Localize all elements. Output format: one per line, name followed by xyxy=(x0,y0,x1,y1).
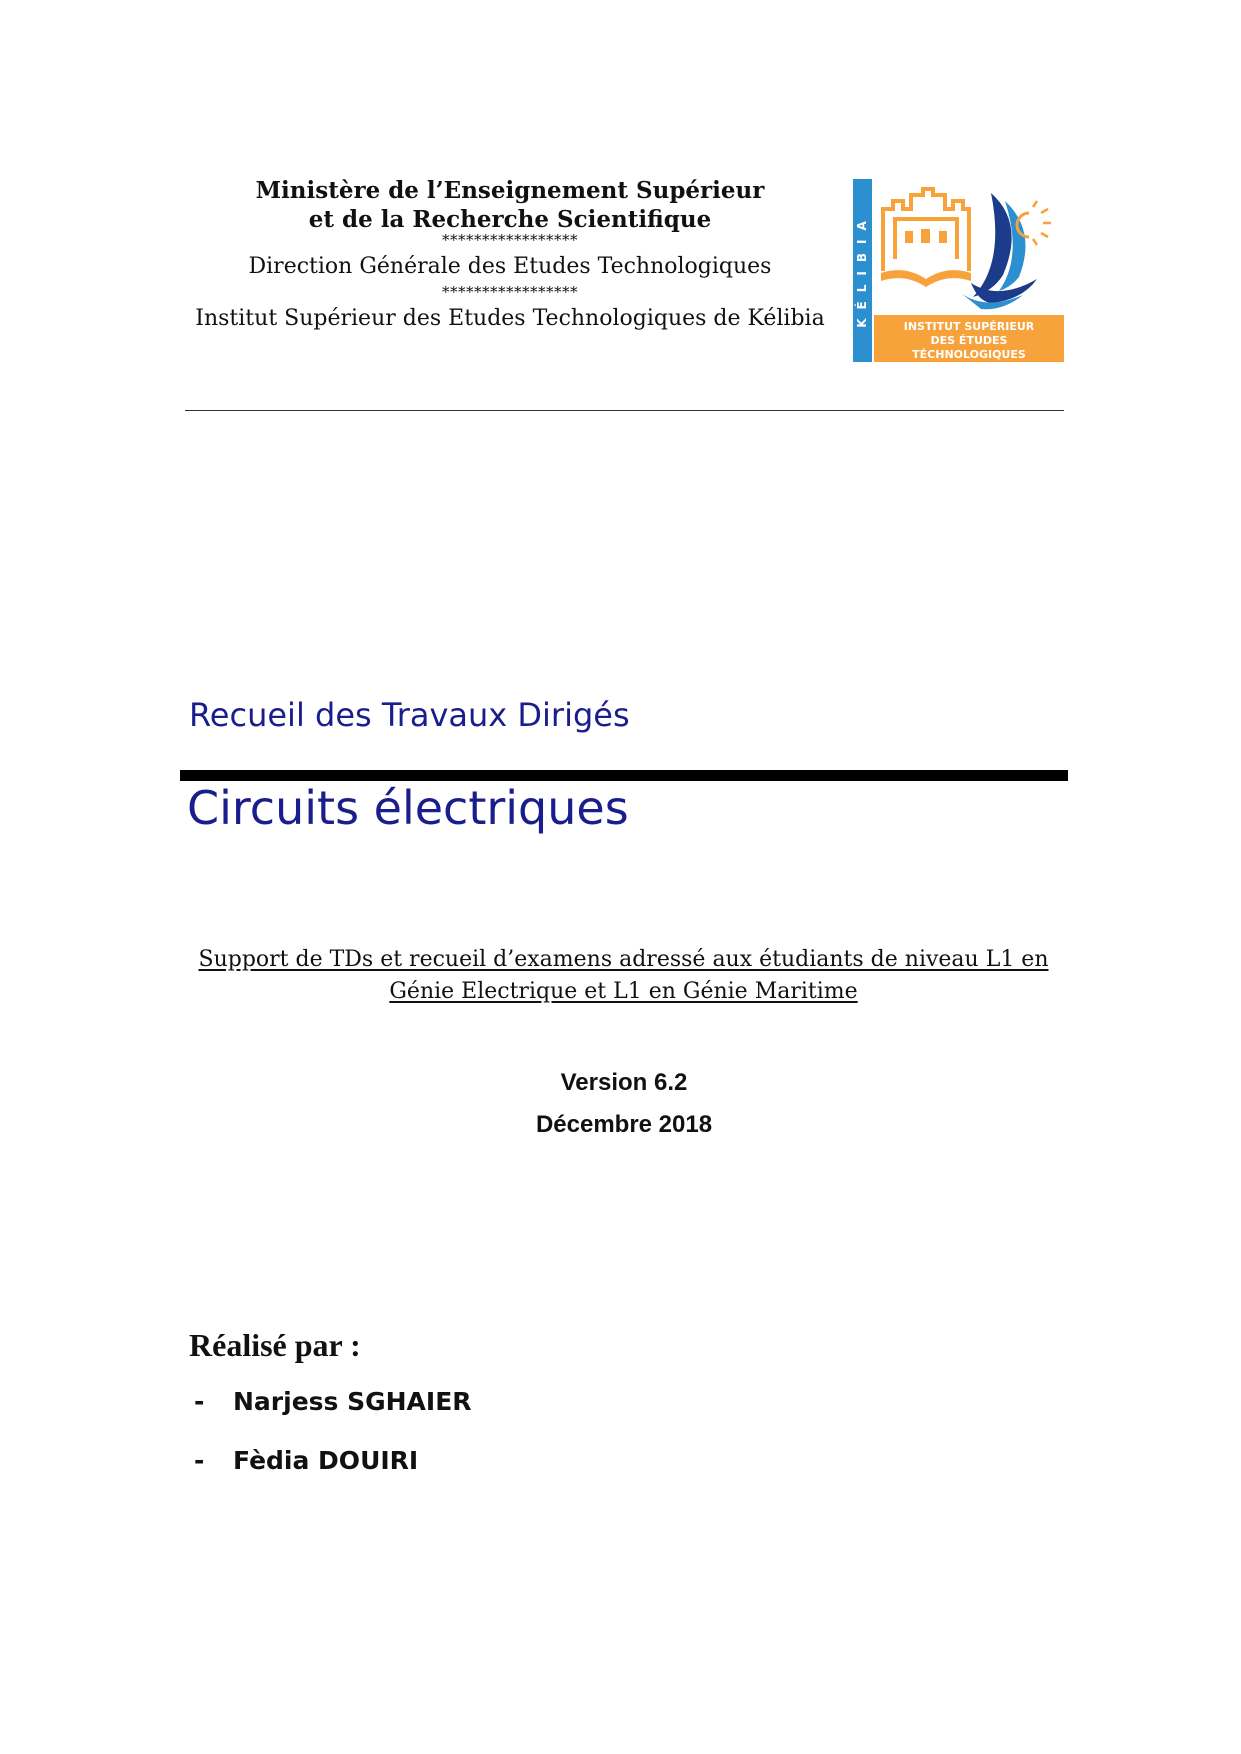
logo-banner-line1: INSTITUT SUPÉRIEUR xyxy=(903,320,1035,333)
header-divider xyxy=(185,410,1064,411)
list-dash: - xyxy=(194,1387,205,1416)
book-icon xyxy=(881,270,971,287)
author-name: Fèdia DOUIRI xyxy=(233,1446,419,1475)
version-label: Version 6.2 xyxy=(560,1069,688,1096)
ministry-name-line2: et de la Recherche Scientifique xyxy=(308,206,712,233)
list-dash: - xyxy=(194,1446,205,1475)
logo-banner-line3: TÉCHNOLOGIQUES xyxy=(912,348,1026,361)
ministry-name-line1: Ministère de l’Enseignement Supérieur xyxy=(255,177,765,204)
date-label: Décembre 2018 xyxy=(535,1111,713,1138)
institute-name: Institut Supérieur des Etudes Technologiques de Kélibia xyxy=(195,306,825,331)
logo-graphic xyxy=(853,179,1064,362)
author-item xyxy=(194,1446,418,1475)
document-description: Support de TDs et recueil d’examens adressé aux étudiants de niveau L1 en Génie Electrique et L1 en Génie Maritime xyxy=(198,947,1049,1004)
separator-stars: ***************** xyxy=(442,283,578,301)
direction-name: Direction Générale des Etudes Technologiques xyxy=(248,254,772,279)
logo-vertical-text: KÉLIBIA xyxy=(855,212,869,328)
institution-header xyxy=(180,176,840,338)
separator-stars: ***************** xyxy=(442,231,578,249)
author-name: Narjess SGHAIER xyxy=(233,1387,472,1416)
sail-icon xyxy=(961,193,1037,309)
logo-banner-line2: DES ÉTUDES xyxy=(930,334,1008,347)
author-item xyxy=(194,1387,472,1416)
iset-kelibia-logo xyxy=(853,179,1064,362)
document-title: Circuits électriques xyxy=(187,781,629,835)
title-divider xyxy=(180,770,1068,781)
credits-heading: Réalisé par : xyxy=(189,1327,361,1363)
document-subtitle: Recueil des Travaux Dirigés xyxy=(189,696,630,734)
